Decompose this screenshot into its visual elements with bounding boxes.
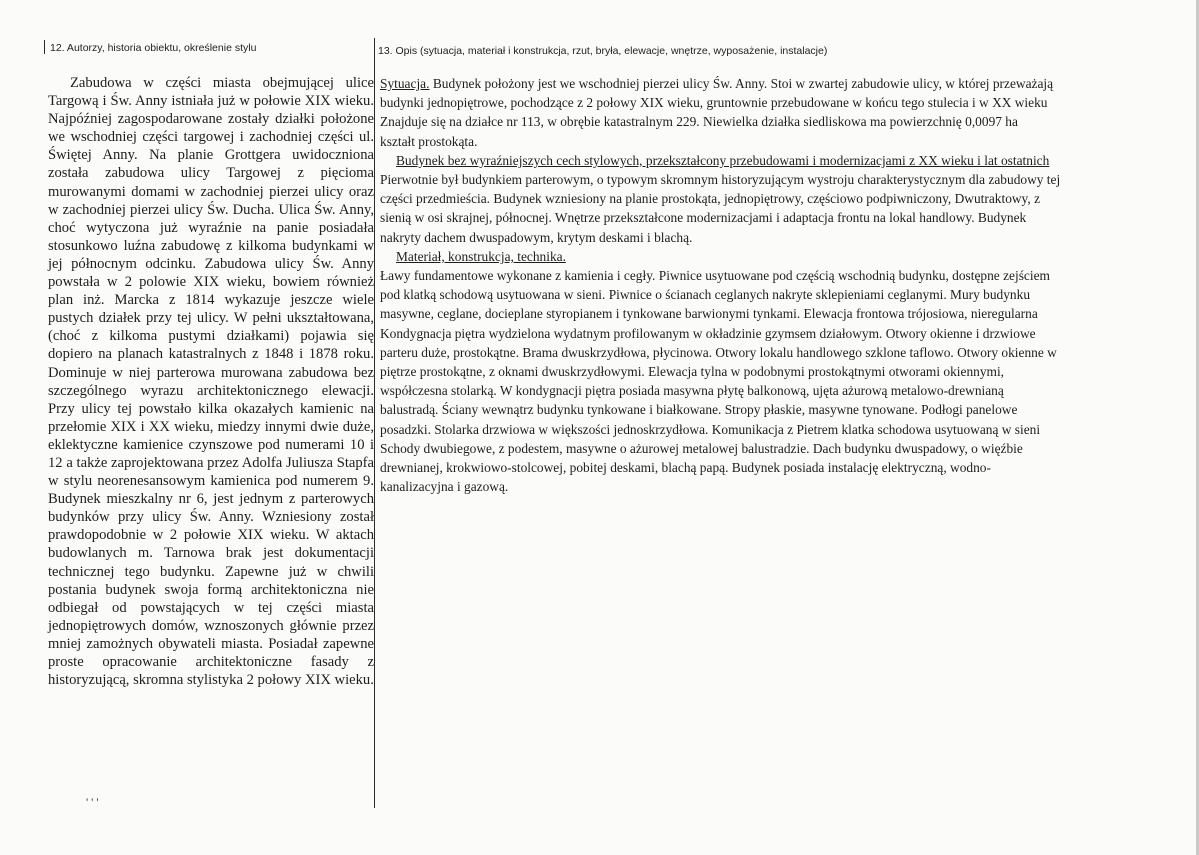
- material-line: drewnianej, krokwiowo-stolcowej, pobitej deskami, blachą papą. Budynek posiada instalację elektryczną, wodno-: [380, 460, 991, 476]
- situation-line: kształt prostokąta.: [380, 133, 478, 149]
- material-line: Kondygnacja piętra wydzielona wydatnym profilowanym w okładzinie gzymsem działowym. Otwory okienne i drzwiowe: [380, 325, 1036, 341]
- stray-marks: ' ' ': [86, 795, 99, 809]
- style-line: sienią w osi skrajnej, północnej. Wnętrze przekształcone modernizacjami i adaptacja frontu na lokal handlowy. Budynek: [380, 210, 1027, 226]
- style-heading: Budynek bez wyraźniejszych cech stylowych, przekształcony przebudowami i modernizacjami z XX wieku i lat ostatnich: [396, 152, 1050, 168]
- situation-label: Sytuacja.: [380, 76, 430, 91]
- material-line: posadzki. Stolarka drzwiowa w większości jednoskrzydłowa. Komunikacja z Pietrem klatka schodowa usytuowaną w sieni: [380, 421, 1041, 437]
- situation-line: Sytuacja. Budynek położony jest we wschodniej pierzei ulicy Św. Anny. Stoi w zwartej zabudowie ulicy, w której przeważają: [380, 76, 1054, 91]
- material-line: Schody dwubiegowe, z podestem, masywne o ażurowej metalowej balustradzie. Dach budynku dwuspadowy, o więźbie: [380, 440, 1023, 456]
- style-line: nakryty dachem dwuspadowym, krytym deskami i blachą.: [380, 229, 693, 245]
- material-line: kanalizacyjna i gazową.: [380, 479, 509, 495]
- material-line: Ławy fundamentowe wykonane z kamienia i cegły. Piwnice usytuowane pod częścią wschodnią budynku, dostępne zejściem: [380, 268, 1050, 284]
- situation-line: budynki jednopiętrowe, pochodzące z 2 połowy XIX wieku, gruntownie przebudowane w końcu tego stulecia i w XX wieku: [380, 95, 1048, 111]
- section-13-header: 13. Opis (sytuacja, materiał i konstrukcja, rzut, bryła, elewacje, wnętrze, wyposażenie, instalacje): [378, 45, 828, 57]
- style-line: części przedmieścia. Budynek wzniesiony na planie prostokąta, jednopiętrowy, częściowo podpiwniczony, Dwutraktowy, z: [380, 191, 1041, 207]
- section-12-header: 12. Autorzy, historia obiektu, określenie stylu: [50, 42, 257, 54]
- left-margin-line: [44, 40, 45, 54]
- material-line: piętrze prostokątne, z oknami dwuskrzydłowymi. Elewacja tylna w podobnymi prostokątnymi otworami okiennymi,: [380, 364, 1005, 380]
- description-column: [380, 74, 1158, 496]
- material-line: pod klatką schodową usytuowana w sieni. Piwnice o ścianach ceglanych nakryte sklepieniami ceglanymi. Mury budynku: [380, 287, 1031, 303]
- history-text: Zabudowa w części miasta obejmującej ulice Targową i Św. Anny istniała już w połowie XIX wieku. Najpóźniej zagospodarowane zostały działki położone we wschodniej części targowej i zachodniej części ul. Świętej Anny. Na planie Grottgera uwidoczniona została zabudowa ulicy Targowej z pięcioma murowanymi domami w zachodniej pierzei ulicy oraz w zachodniej pierzei ulicy Św. Ducha. Ulica Św. Anny, choć wytyczona już wyraźnie na panie posiadała stosunkowo luźna zabudowę z kilkoma budynkami w jej północnym odcinku. Zabudowa ulicy Św. Anny powstała w 2 polowie XIX wieku, bowiem również plan inż. Marcka z 1814 wykazuje jeszcze wiele pustych działek przy tej ulicy. W pełni ukształtowana, (choć z kilkoma pustymi działkami) pojawia się dopiero na planach katastralnych z 1848 i 1878 roku. Dominuje w niej parterowa murowana zabudowa bez szczególnego wyrazu architektonicznego elewacji. Przy ulicy tej powstało kilka okazałych kamienic na przełomie XIX i XX wieku, miedzy innymi dwie duże, eklektyczne kamienice czynszowe pod numerami 10 i 12 a także zaprojektowana przez Adolfa Juliusza Stapfa w stylu neorenesansowym kamienica pod numerem 9. Budynek mieszkalny nr 6, jest jednym z parterowych budynków przy ulicy Św. Anny. Wzniesiony został prawdopodobnie w 2 połowie XIX wieku. W aktach budowlanych m. Tarnowa brak jest dokumentacji technicznej tego budynku. Zapewne już w chwili postania budynek swoja formą architektoniczna nie odbiegał od powstających w tej części miasta jednopiętrowych domów, wznoszonych głównie przez mniej zamożnych obywateli miasta. Posiadał zapewne proste opracowanie architektoniczne fasady z historyzującą, skromna stylistyka 2 połowy XIX wieku.: [48, 75, 374, 689]
- situation-line: Znajduje się na działce nr 113, w obrębie katastralnym 229. Niewielka działka siedliskowa ma powierzchnię 0,0097 ha: [380, 114, 1018, 130]
- history-column: [48, 74, 374, 689]
- material-line: balustradą. Ściany wewnątrz budynku tynkowane i białkowane. Stropy płaskie, masywne tynowane. Podłogi panelowe: [380, 402, 1018, 418]
- column-divider: [374, 38, 375, 808]
- material-line: parteru duże, prostokątne. Brama dwuskrzydłowa, płycinowa. Otwory lokalu handlowego szklone taflowo. Otwory okienne w: [380, 344, 1057, 360]
- material-line: masywne, ceglane, docieplane styropianem i tynkowane barwionymi tynkami. Elewacja frontowa trójosiowa, nieregularna: [380, 306, 1038, 322]
- style-line: Pierwotnie był budynkiem parterowym, o typowym skromnym historyzującym wystroju charakterystycznym dla zabudowy tej: [380, 172, 1061, 188]
- material-heading: Materiał, konstrukcja, technika.: [396, 248, 566, 264]
- material-line: współczesna stolarką. W kondygnacji piętra posiada masywna płytę balkonową, ujęta ażurową metalowo-drewnianą: [380, 383, 1004, 399]
